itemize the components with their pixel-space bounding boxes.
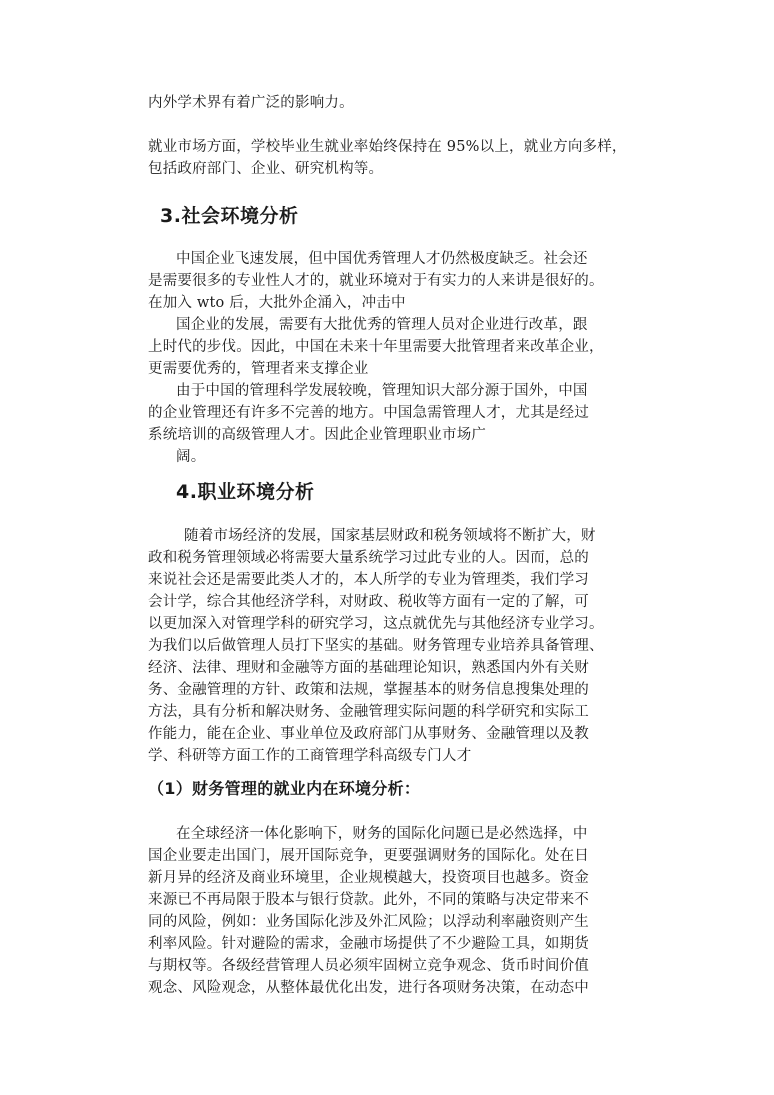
paragraph-line: 方法，具有分析和解决财务、金融管理实际问题的科学研究和实际工 bbox=[148, 704, 589, 720]
paragraph-line: 会计学，综合其他经济学科，对财政、税收等方面有一定的了解，可 bbox=[148, 594, 589, 610]
paragraph-line: 的企业管理还有许多不完善的地方。中国急需管理人才，尤其是经过 bbox=[148, 405, 589, 421]
paragraph-line: 是需要很多的专业性人才的，就业环境对于有实力的人来讲是很好的。 bbox=[148, 273, 604, 289]
paragraph-line: 务、金融管理的方针、政策和法规，掌握基本的财务信息搜集处理的 bbox=[148, 682, 589, 698]
paragraph-line: 新月异的经济及商业环境里，企业规模越大，投资项目也越多。资金 bbox=[148, 870, 589, 886]
paragraph-line: 以更加深入对管理学科的研究学习，这点就优先与其他经济专业学习。 bbox=[148, 616, 604, 632]
paragraph-line: 经济、法律、理财和金融等方面的基础理论知识，熟悉国内外有关财 bbox=[148, 660, 589, 676]
paragraph-line: 中国企业飞速发展，但中国优秀管理人才仍然极度缺乏。社会还 bbox=[176, 251, 588, 267]
paragraph-line: 由于中国的管理科学发展较晚，管理知识大部分源于国外，中国 bbox=[176, 383, 588, 399]
paragraph-line: 随着市场经济的发展，国家基层财政和税务领域将不断扩大，财 bbox=[184, 528, 596, 544]
paragraph-line: 政和税务管理领域必将需要大量系统学习过此专业的人。因而，总的 bbox=[148, 550, 589, 566]
paragraph-line: 学、科研等方面工作的工商管理学科高级专门人才 bbox=[148, 748, 472, 764]
section-heading-social: 3.社会环境分析 bbox=[160, 205, 299, 227]
paragraph-line: 上时代的步伐。因此，中国在未来十年里需要大批管理者来改革企业， bbox=[148, 339, 604, 355]
paragraph-line: 来源已不再局限于股本与银行贷款。此外，不同的策略与决定带来不 bbox=[148, 892, 589, 908]
paragraph-line: 系统培训的高级管理人才。因此企业管理职业市场广 bbox=[148, 427, 487, 443]
paragraph-line: 与期权等。各级经营管理人员必须牢固树立竞争观念、货币时间价值 bbox=[148, 958, 589, 974]
subsection-heading-finance: （1）财务管理的就业内在环境分析： bbox=[148, 779, 421, 798]
paragraph-line: 观念、风险观念，从整体最优化出发，进行各项财务决策，在动态中 bbox=[148, 980, 589, 996]
paragraph-line: 在加入 wto 后，大批外企涌入，冲击中 bbox=[148, 295, 406, 311]
paragraph-line: 更需要优秀的，管理者来支撑企业 bbox=[148, 361, 369, 377]
paragraph-line: 在全球经济一体化影响下，财务的国际化问题已是必然选择，中 bbox=[176, 826, 588, 842]
paragraph-line: 国企业要走出国门，展开国际竞争，更要强调财务的国际化。处在日 bbox=[148, 848, 589, 864]
paragraph-line: 作能力，能在企业、事业单位及政府部门从事财务、金融管理以及教 bbox=[148, 726, 589, 742]
paragraph-line: 利率风险。针对避险的需求，金融市场提供了不少避险工具，如期货 bbox=[148, 936, 589, 952]
paragraph-line: 为我们以后做管理人员打下坚实的基础。财务管理专业培养具备管理、 bbox=[148, 638, 604, 654]
paragraph-line: 包括政府部门、企业、研究机构等。 bbox=[148, 161, 384, 177]
section-heading-career: 4.职业环境分析 bbox=[176, 481, 315, 503]
paragraph-line: 国企业的发展，需要有大批优秀的管理人员对企业进行改革，跟 bbox=[176, 317, 588, 333]
paragraph-line: 内外学术界有着广泛的影响力。 bbox=[148, 95, 354, 111]
paragraph-line: 同的风险，例如：业务国际化涉及外汇风险；以浮动利率融资则产生 bbox=[148, 914, 589, 930]
paragraph-line: 来说社会还是需要此类人才的，本人所学的专业为管理类，我们学习 bbox=[148, 572, 589, 588]
paragraph-line: 就业市场方面，学校毕业生就业率始终保持在 95%以上，就业方向多样， bbox=[148, 139, 627, 155]
paragraph-line: 阔。 bbox=[176, 449, 206, 465]
